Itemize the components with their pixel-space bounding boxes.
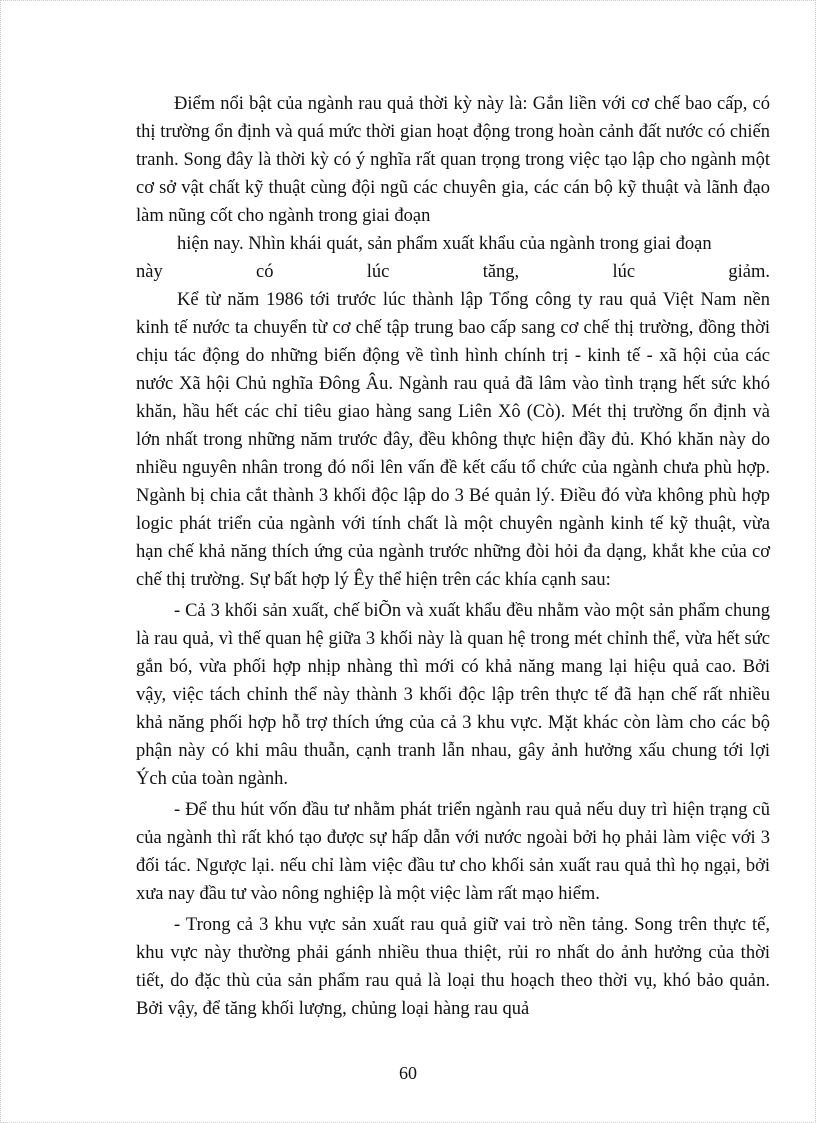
spread-word: lúc xyxy=(612,262,636,282)
paragraph-1: Điểm nổi bật của ngành rau quả thời kỳ này là: Gắn liền với cơ chế bao cấp, có thị trường ổn định và quá mức thời gian hoạt động trong hoàn cảnh đất nước có chiến tranh. Song đây là thời kỳ có ý nghĩa rất quan trọng trong việc tạo lập cho ngành một cơ sở vật chất kỹ thuật cùng đội ngũ các chuyên gia, các cán bộ kỹ thuật và lãnh đạo làm nũng cốt cho ngành trong giai đoạn xyxy=(136,94,770,226)
spread-word: này xyxy=(136,262,163,282)
paragraph-4: - Cả 3 khối sản xuất, chế biÕn và xuất khẩu đều nhằm vào một sản phẩm chung là rau quả, vì thế quan hệ giữa 3 khối này là quan hệ trong mét chỉnh thể, vừa hết sức gắn bó, vừa phối hợp nhịp nhàng thì mới có khả năng mang lại hiệu quả cao. Bởi vậy, việc tách chỉnh thể này thành 3 khối độc lập trên thực tế đã hạn chế rất nhiều khả năng phối hợp hỗ trợ thích ứng của cả 3 khu vực. Mặt khác còn làm cho các bộ phận này có khi mâu thuẫn, cạnh tranh lẫn nhau, gây ảnh hưởng xấu chung tới lợi Ých của toàn ngành. xyxy=(136,601,770,789)
page-number: 60 xyxy=(399,1063,417,1083)
spread-word: lúc xyxy=(366,262,390,282)
paragraph-2: hiện nay. Nhìn khái quát, sản phẩm xuất khẩu của ngành trong giai đoạn xyxy=(177,234,712,254)
document-body xyxy=(136,90,770,1023)
spread-word: có xyxy=(256,262,274,282)
spread-word: tăng, xyxy=(482,262,520,282)
paragraph-5: - Để thu hút vốn đầu tư nhằm phát triển ngành rau quả nếu duy trì hiện trạng cũ của ngành thì rất khó tạo được sự hấp dẫn với nước ngoài bởi họ phải làm việc với 3 đối tác. Ngược lại. nếu chỉ làm việc đầu tư cho khối sản xuất rau quả thì họ ngại, bởi xưa nay đầu tư vào nông nghiệp là một việc làm rất mạo hiểm. xyxy=(136,800,770,904)
paragraph-3: Kể từ năm 1986 tới trước lúc thành lập Tổng công ty rau quả Việt Nam nền kinh tế nước ta chuyển từ cơ chế tập trung bao cấp sang cơ chế thị trường, đồng thời chịu tác động do những biến động về tình hình chính trị - kinh tế - xã hội của các nước Xã hội Chủ nghĩa Đông Âu. Ngành rau quả đã lâm vào tình trạng hết sức khó khăn, hầu hết các chỉ tiêu giao hàng sang Liên Xô (Cò). Mét thị trường ổn định và lớn nhất trong những năm trước đây, đều không thực hiện đầy đủ. Khó khăn này do nhiều nguyên nhân trong đó nổi lên vấn đề kết cấu tổ chức của ngành chưa phù hợp. Ngành bị chia cắt thành 3 khối độc lập do 3 Bé quản lý. Điều đó vừa không phù hợp logic phát triển của ngành với tính chất là một chuyên ngành kinh tế kỹ thuật, vừa hạn chế khả năng thích ứng của ngành trước những đòi hỏi đa dạng, khắt khe của cơ chế thị trường. Sự bất hợp lý Êy thể hiện trên các khía cạnh sau: xyxy=(136,290,770,590)
spread-word: giảm. xyxy=(728,262,770,282)
paragraph-6: - Trong cả 3 khu vực sản xuất rau quả giữ vai trò nền tảng. Song trên thực tế, khu vực này thường phải gánh nhiều thua thiệt, rủi ro nhất do ảnh hưởng của thời tiết, do đặc thù của sản phẩm rau quả là loại thu hoạch theo thời vụ, khó bảo quản. Bởi vậy, để tăng khối lượng, chủng loại hàng rau quả xyxy=(136,915,770,1019)
spread-line xyxy=(136,258,770,286)
